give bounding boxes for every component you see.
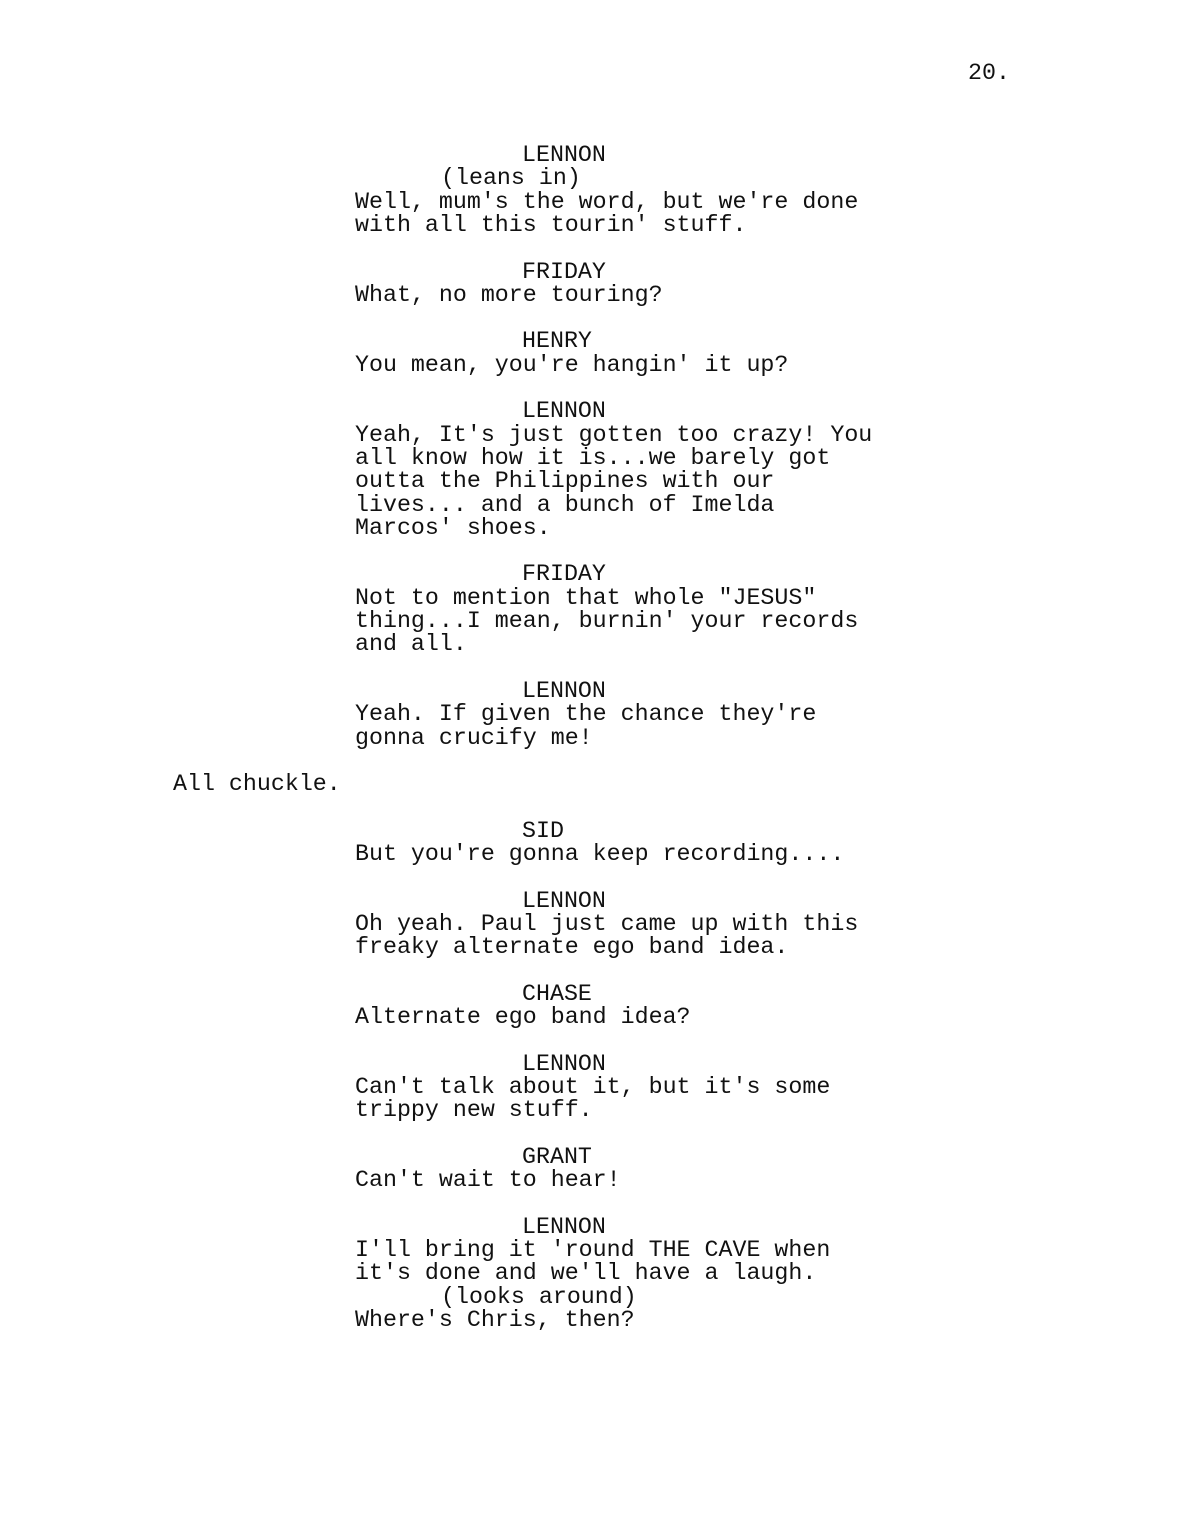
dialogue-line: You mean, you're hangin' it up? xyxy=(355,351,789,378)
parenthetical: (leans in) xyxy=(441,165,581,192)
character-cue: LENNON xyxy=(522,1213,606,1240)
character-cue: FRIDAY xyxy=(522,258,606,285)
character-cue: LENNON xyxy=(522,398,606,425)
dialogue-line: Not to mention that whole "JESUS" xyxy=(355,584,817,611)
dialogue-line: Well, mum's the word, but we're done xyxy=(355,188,859,215)
dialogue-line: Oh yeah. Paul just came up with this xyxy=(355,910,859,937)
dialogue-line: Can't talk about it, but it's some xyxy=(355,1074,831,1100)
character-cue: CHASE xyxy=(522,980,592,1007)
character-cue: GRANT xyxy=(522,1143,592,1170)
action-line: All chuckle. xyxy=(173,771,341,798)
dialogue-line: all know how it is...we barely got xyxy=(355,444,831,471)
parenthetical: (looks around) xyxy=(441,1283,637,1310)
character-cue: LENNON xyxy=(522,142,606,168)
dialogue-line: Marcos' shoes. xyxy=(355,514,551,541)
dialogue-line: I'll bring it 'round THE CAVE when xyxy=(355,1237,831,1264)
dialogue-line: lives... and a bunch of Imelda xyxy=(355,491,775,518)
dialogue-line: Alternate ego band idea? xyxy=(355,1004,691,1031)
dialogue-line: Yeah. If given the chance they're xyxy=(355,701,817,728)
dialogue-line: it's done and we'll have a laugh. xyxy=(355,1260,817,1287)
dialogue-line: Where's Chris, then? xyxy=(355,1307,635,1333)
dialogue-line: and all. xyxy=(355,631,467,658)
dialogue-line: Can't wait to hear! xyxy=(355,1167,621,1194)
dialogue-line: outta the Philippines with our xyxy=(355,468,775,495)
page-number: 20. xyxy=(968,60,1010,86)
dialogue-line: gonna crucify me! xyxy=(355,724,593,751)
dialogue-line: freaky alternate ego band idea. xyxy=(355,934,789,961)
character-cue: SID xyxy=(522,817,564,844)
dialogue-line: Yeah, It's just gotten too crazy! You xyxy=(355,421,873,448)
dialogue-line: But you're gonna keep recording.... xyxy=(355,841,845,867)
character-cue: LENNON xyxy=(522,677,606,704)
dialogue-line: with all this tourin' stuff. xyxy=(355,211,747,238)
character-cue: FRIDAY xyxy=(522,561,606,588)
dialogue-line: thing...I mean, burnin' your records xyxy=(355,608,859,634)
character-cue: LENNON xyxy=(522,887,606,914)
dialogue-line: trippy new stuff. xyxy=(355,1097,593,1124)
dialogue-line: What, no more touring? xyxy=(355,281,663,308)
character-cue: HENRY xyxy=(522,328,592,355)
character-cue: LENNON xyxy=(522,1050,606,1077)
